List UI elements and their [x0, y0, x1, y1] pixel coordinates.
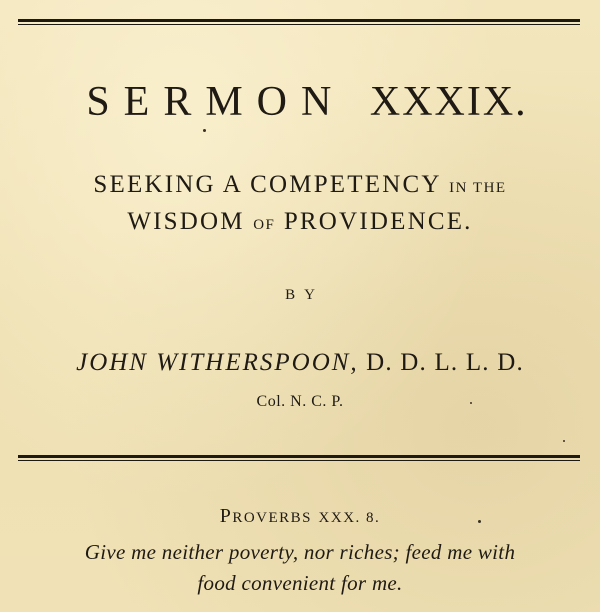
- scripture-book-rest: ROVERBS: [232, 510, 313, 526]
- subtitle-line-1: [0, 171, 600, 199]
- paper-speck: [563, 440, 565, 442]
- scripture-verse-line-1: Give me neither poverty, nor riches; feed me with: [84, 540, 516, 564]
- by-label: BY: [285, 287, 324, 303]
- scripture-reference: [0, 505, 600, 528]
- paper-speck: [203, 129, 206, 132]
- scripture-verse-line-2: food convenient for me.: [197, 571, 403, 595]
- scripture-book-initial: P: [219, 505, 233, 527]
- paper-speck: [470, 402, 472, 404]
- author-line: [0, 349, 600, 377]
- subtitle-line-1-small: IN THE: [449, 180, 507, 196]
- sermon-word: SERMON: [86, 79, 346, 125]
- middle-double-rule: [18, 455, 580, 461]
- author-degrees: D. D. L. L. D.: [366, 349, 524, 376]
- scripture-chapter-verse: XXX. 8.: [318, 510, 381, 526]
- subtitle-line-2-first: WISDOM: [127, 208, 245, 235]
- subtitle-line-1-main: SEEKING A COMPETENCY: [93, 171, 441, 198]
- subtitle-line-2: [0, 208, 600, 236]
- subtitle-line-2-last: PROVIDENCE.: [283, 208, 473, 235]
- author-name: JOHN WITHERSPOON,: [76, 349, 359, 376]
- subtitle-line-2-small: OF: [253, 217, 276, 233]
- paper-speck: [478, 520, 481, 523]
- author-college: Col. N. C. P.: [256, 393, 344, 410]
- sermon-title: [0, 78, 600, 126]
- top-double-rule: [18, 19, 580, 25]
- sermon-number: XXXIX.: [369, 79, 528, 125]
